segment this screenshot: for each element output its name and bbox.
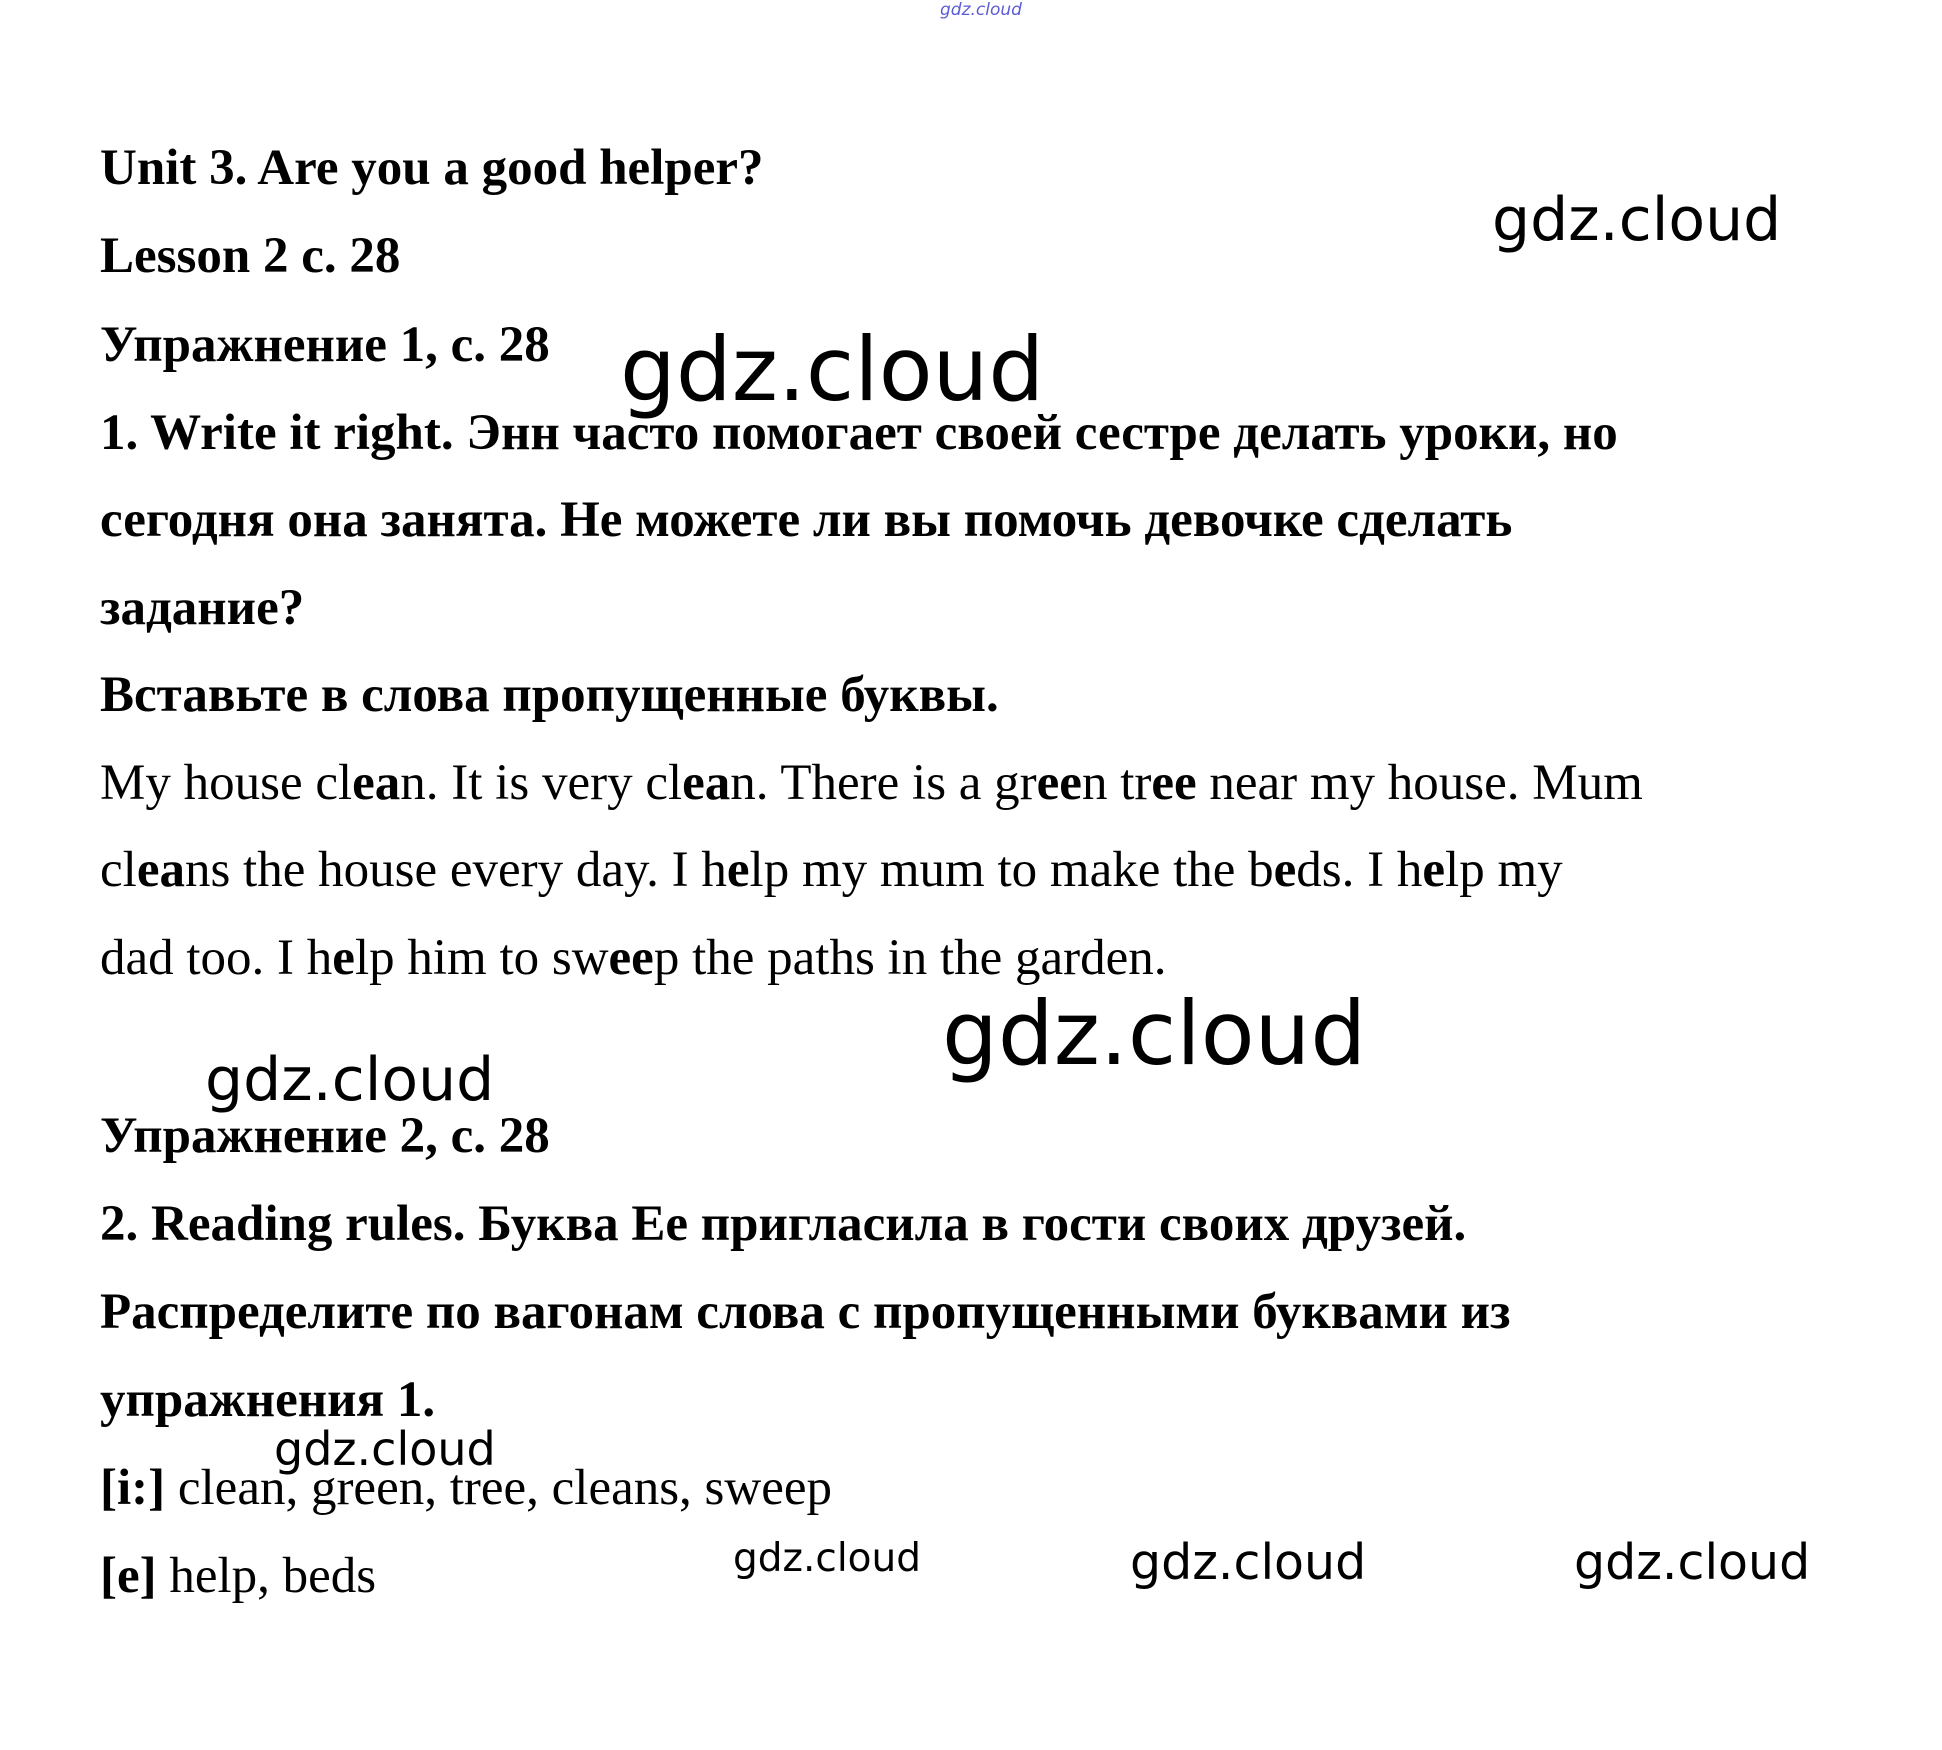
answer-segment: near my house. Mum: [1196, 755, 1643, 811]
watermark-top: gdz.cloud: [940, 0, 1022, 20]
answer-segment: lp him to sw: [354, 930, 609, 986]
exercise-1-task-line: 1. Write it right. Энн часто помогает своей сестре делать уроки, но: [100, 405, 1618, 461]
inserted-letters: ea: [682, 755, 731, 811]
answer-words: help, beds: [156, 1548, 377, 1604]
answer-text-line: [100, 928, 1167, 988]
exercise-2-task-line: упражнения 1.: [100, 1372, 436, 1428]
watermark: gdz.cloud: [1574, 1534, 1811, 1591]
answer-segment: ds. I h: [1296, 842, 1423, 898]
answer-segment: dad too. I h: [100, 930, 333, 986]
inserted-letters: e: [1422, 842, 1446, 898]
inserted-letters: ea: [352, 755, 401, 811]
watermark: gdz.cloud: [1130, 1534, 1367, 1591]
answer-words: clean, green, tree, cleans, sweep: [165, 1460, 833, 1516]
watermark: gdz.cloud: [733, 1536, 921, 1581]
unit-title: Unit 3. Are you a good helper?: [100, 140, 764, 196]
watermark: gdz.cloud: [274, 1422, 496, 1476]
answer-segment: lp my: [1445, 842, 1563, 898]
exercise-1-task-line: задание?: [100, 580, 305, 636]
answer-segment: cl: [100, 842, 137, 898]
inserted-letters: e: [1273, 842, 1297, 898]
watermark: gdz.cloud: [205, 1045, 495, 1115]
sound-label: [i:]: [100, 1460, 166, 1516]
exercise-1-instruction: Вставьте в слова пропущенные буквы.: [100, 667, 999, 723]
sound-label: [e]: [100, 1548, 157, 1604]
inserted-letters: ee: [1151, 755, 1197, 811]
exercise-1-task-line: сегодня она занята. Не можете ли вы помочь девочке сделать: [100, 492, 1513, 548]
answer-text-line: [100, 753, 1643, 813]
answer-segment: n. There is a gr: [730, 755, 1037, 811]
watermark: gdz.cloud: [1492, 185, 1782, 255]
answer-segment: n tr: [1081, 755, 1152, 811]
answer-segment: p the paths in the garden.: [653, 930, 1167, 986]
exercise-2-task-line: 2. Reading rules. Буква Ее пригласила в гости своих друзей.: [100, 1196, 1467, 1252]
inserted-letters: ee: [608, 930, 654, 986]
watermark: gdz.cloud: [620, 318, 1045, 421]
watermark: gdz.cloud: [942, 982, 1367, 1085]
inserted-letters: e: [332, 930, 355, 986]
exercise-1-title: Упражнение 1, с. 28: [100, 317, 550, 373]
answer-segment: My house cl: [100, 755, 353, 811]
answer-segment: lp my mum to make the b: [749, 842, 1274, 898]
answer-row: [100, 1546, 376, 1606]
exercise-2-task-line: Распределите по вагонам слова с пропущенными буквами из: [100, 1284, 1511, 1340]
inserted-letters: e: [726, 842, 750, 898]
inserted-letters: ee: [1036, 755, 1082, 811]
inserted-letters: ea: [136, 842, 185, 898]
answer-text-line: [100, 840, 1563, 900]
answer-segment: n. It is very cl: [400, 755, 683, 811]
lesson-title: Lesson 2 с. 28: [100, 228, 401, 284]
exercise-2-title: Упражнение 2, с. 28: [100, 1108, 550, 1164]
answer-segment: ns the house every day. I h: [184, 842, 727, 898]
